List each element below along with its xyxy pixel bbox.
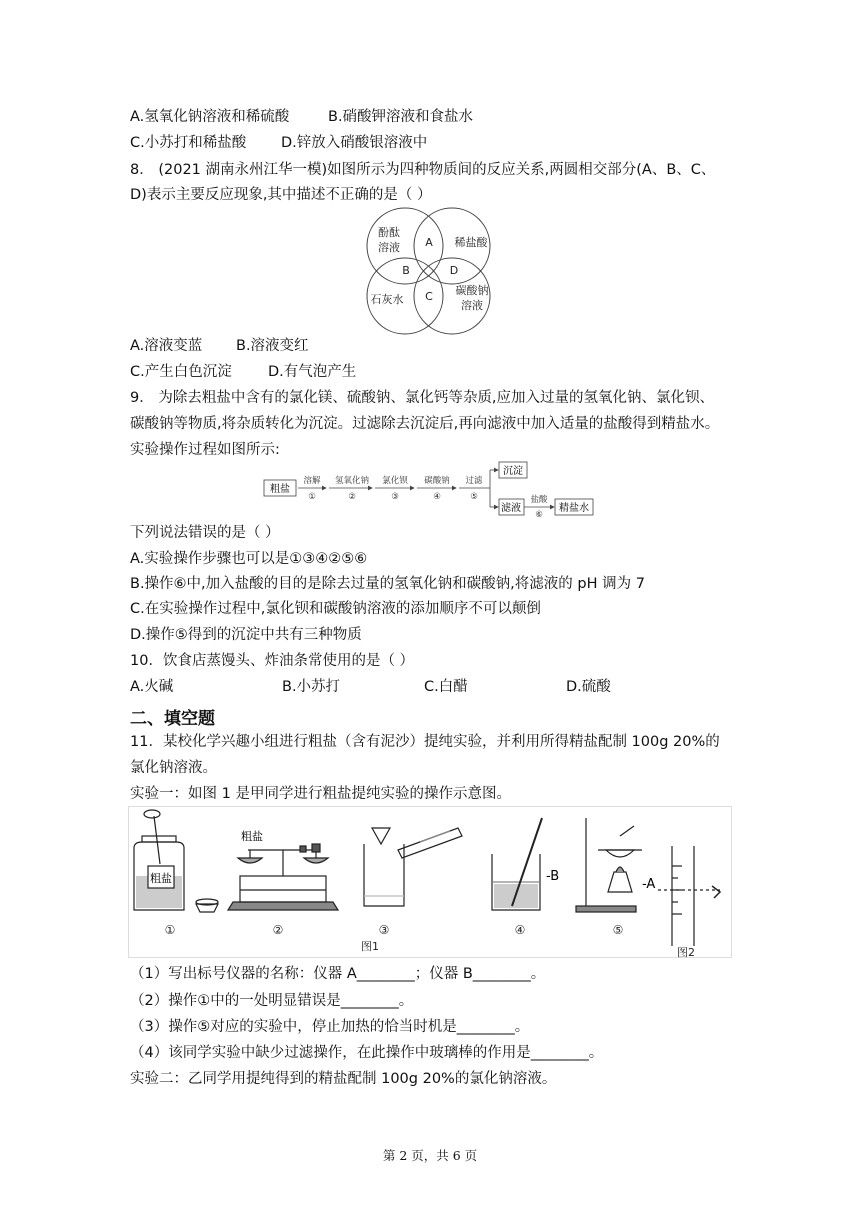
venn-label-b: B [402, 264, 410, 277]
stirring-beaker-image [492, 818, 542, 910]
flow-text-crude-salt: 粗盐 [270, 484, 290, 495]
venn-label-c: C [425, 290, 433, 303]
flow-step-2-num: ② [348, 492, 356, 502]
label-a: -A [642, 877, 656, 892]
q7-option-c: C.小苏打和稀盐酸 [130, 135, 247, 151]
figure-num-5: ⑤ [612, 923, 624, 937]
flow-step-1-label: 溶解 [303, 476, 321, 486]
flow-step-3-label: 氯化钡 [382, 476, 408, 486]
balance-image [228, 844, 338, 910]
q9-flowchart [262, 458, 602, 522]
flow-step-5-label: 过滤 [465, 476, 483, 486]
flow-step-4-num: ④ [433, 492, 441, 502]
venn-label-tr: 稀盐酸 [454, 236, 488, 249]
balance-label: 粗盐 [241, 830, 263, 843]
page-footer: 第 2 页，共 6 页 [382, 1148, 478, 1163]
q10-option-d: D.硫酸 [566, 679, 611, 695]
q10-option-c: C.白醋 [424, 679, 468, 695]
flow-step-1-num: ① [308, 492, 316, 502]
q7-option-d: D.锌放入硝酸银溶液中 [281, 135, 428, 151]
flow-step-2-label: 氢氧化钠 [334, 476, 370, 486]
q11-stem-line1: 11．某校化学兴趣小组进行粗盐（含有泥沙）提纯实验，并利用所得精盐配制 100g 20%的 [130, 734, 720, 750]
q7-option-a: A.氢氧化钠溶液和稀硫酸 [130, 109, 290, 125]
figure-num-3: ③ [378, 923, 390, 937]
venn-label-bl: 石灰水 [370, 293, 404, 306]
jar-label: 粗盐 [150, 872, 172, 885]
flow-text-refined-brine: 精盐水 [559, 503, 589, 514]
flow-acid-num: ⑥ [535, 510, 543, 520]
q10-option-b: B.小苏打 [282, 679, 341, 695]
flow-text-precipitate: 沉淀 [503, 466, 523, 477]
venn-label-a: A [425, 236, 433, 249]
venn-label-d: D [449, 264, 459, 277]
q11-sub2: （2）操作①中的一处明显错误是________。 [130, 993, 414, 1009]
section-heading: 二、填空题 [130, 709, 215, 729]
flow-text-filtrate: 滤液 [501, 503, 521, 514]
q9-option-a: A.实验操作步骤也可以是①③④②⑤⑥ [130, 551, 368, 567]
q9-option-b: B.操作⑥中,加入盐酸的目的是除去过量的氢氧化钠和碳酸钠,将滤液的 pH 调为 7 [130, 576, 645, 592]
evaporation-image [576, 818, 642, 912]
q7-option-b: B.硝酸钾溶液和食盐水 [328, 109, 474, 125]
q11-experiment2: 实验二：乙同学用提纯得到的精盐配制 100g 20%的氯化钠溶液。 [130, 1071, 557, 1087]
flow-step-5-num: ⑤ [470, 492, 478, 502]
q9-option-d: D.操作⑤得到的沉淀中共有三种物质 [130, 627, 362, 643]
q8-stem-line2: D)表示主要反应现象,其中描述不正确的是（ ） [130, 187, 432, 203]
venn-label-br-2: 溶液 [461, 299, 483, 312]
figure-caption-1: 图1 [361, 940, 379, 953]
pouring-image [364, 828, 462, 906]
q8-option-b: B.溶液变红 [236, 338, 309, 354]
q9-stem-line3: 实验操作过程如图所示: [130, 442, 280, 458]
flow-step-3-num: ③ [391, 492, 399, 502]
venn-label-tl-2: 溶液 [378, 241, 400, 254]
q10-option-a: A.火碱 [130, 679, 174, 695]
q9-stem-line2: 碳酸钠等物质,将杂质转化为沉淀。过滤除去沉淀后,再向滤液中加入适量的盐酸得到精盐水。 [130, 416, 720, 432]
flow-acid-label: 盐酸 [530, 495, 548, 505]
label-b: -B [546, 869, 560, 884]
q11-sub4: （4）该同学实验中缺少过滤操作，在此操作中玻璃棒的作用是________。 [130, 1045, 604, 1061]
venn-label-br-1: 碳酸钠 [455, 284, 489, 297]
figure-num-4: ④ [514, 923, 526, 937]
figure-num-1: ① [164, 923, 176, 937]
figure-num-2: ② [272, 923, 284, 937]
flow-step-4-label: 碳酸钠 [424, 476, 450, 486]
q11-apparatus-figure [128, 806, 732, 958]
q9-stem-line1: 9． 为除去粗盐中含有的氯化镁、硫酸钠、氯化钙等杂质,应加入过量的氢氧化钠、氯化钡、 [130, 390, 714, 406]
q11-sub1: （1）写出标号仪器的名称：仪器 A________；仪器 B________。 [130, 966, 546, 982]
q9-question: 下列说法错误的是（ ） [130, 525, 280, 541]
q11-sub3: （3）操作⑤对应的实验中，停止加热的恰当时机是________。 [130, 1019, 530, 1035]
q8-stem-line1: 8． (2021 湖南永州江华一模)如图所示为四种物质间的反应关系,两圆相交部分(A、B、C、 [130, 162, 716, 178]
figure-caption-2: 图2 [677, 946, 695, 958]
q8-venn-diagram [350, 200, 510, 342]
q8-option-d: D.有气泡产生 [268, 364, 357, 380]
reagent-jar-image [134, 810, 218, 912]
q11-experiment1: 实验一：如图 1 是甲同学进行粗盐提纯实验的操作示意图。 [130, 786, 511, 802]
q8-option-a: A.溶液变蓝 [130, 338, 203, 354]
venn-label-tl-1: 酚酞 [378, 226, 400, 239]
q10-question: 10．饮食店蒸馒头、炸油条常使用的是（ ） [130, 653, 415, 669]
q8-option-c: C.产生白色沉淀 [130, 364, 232, 380]
q11-stem-line2: 氯化钠溶液。 [130, 760, 217, 776]
q9-option-c: C.在实验操作过程中,氯化钡和碳酸钠溶液的添加顺序不可以颠倒 [130, 601, 541, 617]
graduated-cylinder-image [658, 846, 720, 946]
